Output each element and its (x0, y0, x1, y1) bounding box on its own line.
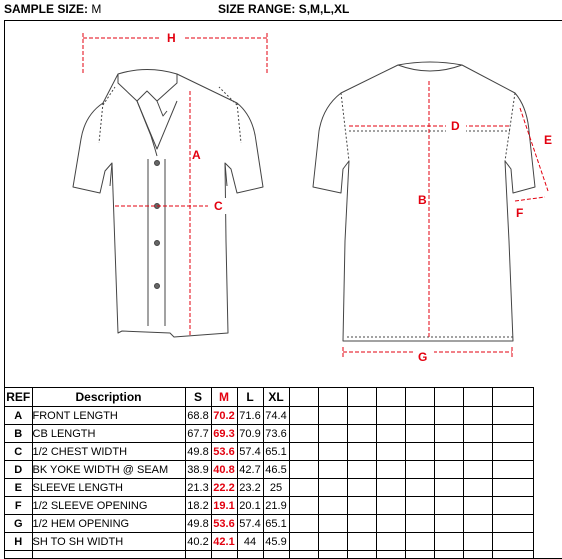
empty-cell (492, 461, 533, 479)
empty-cell (289, 515, 318, 533)
empty-cell (376, 479, 405, 497)
empty-cell (347, 461, 376, 479)
row-description: BK YOKE WIDTH @ SEAM (32, 461, 185, 479)
empty-cell (318, 461, 347, 479)
dim-line-f (515, 197, 545, 201)
empty-cell (289, 443, 318, 461)
empty-cell (347, 388, 376, 407)
empty-cell (434, 497, 463, 515)
size-s-value: 21.3 (185, 479, 211, 497)
empty-cell (347, 515, 376, 533)
empty-cell (318, 407, 347, 425)
size-m-value: 22.2 (211, 479, 237, 497)
row-description: 1/2 CHEST WIDTH (32, 443, 185, 461)
empty-cell (289, 479, 318, 497)
empty-cell (405, 388, 434, 407)
empty-cell (434, 515, 463, 533)
table-row (5, 443, 533, 461)
table-row (5, 425, 533, 443)
table-row (5, 533, 533, 551)
empty-cell (318, 479, 347, 497)
table-row (5, 407, 533, 425)
empty-cell (492, 515, 533, 533)
dim-label-a: A (192, 148, 201, 162)
dim-label-d: D (451, 119, 460, 133)
empty-cell (376, 407, 405, 425)
size-s-value: 49.8 (185, 515, 211, 533)
size-m-value: 70.2 (211, 407, 237, 425)
empty-cell (318, 551, 347, 559)
row-description: FRONT LENGTH (32, 407, 185, 425)
empty-cell (463, 425, 492, 443)
size-xl-value: 46.5 (263, 461, 289, 479)
table-row (5, 479, 533, 497)
row-ref: D (5, 461, 32, 479)
empty-cell (405, 479, 434, 497)
row-description: 1/2 HEM OPENING (32, 515, 185, 533)
empty-cell (318, 497, 347, 515)
empty-cell (463, 479, 492, 497)
empty-cell (434, 443, 463, 461)
size-xl-value: 45.9 (263, 533, 289, 551)
size-l-value: 57.4 (237, 443, 263, 461)
empty-cell (434, 533, 463, 551)
empty-cell (376, 515, 405, 533)
sample-size-value: M (91, 2, 102, 16)
empty-cell (434, 388, 463, 407)
row-ref (5, 551, 32, 559)
row-description (32, 551, 185, 559)
row-ref: B (5, 425, 32, 443)
empty-cell (376, 425, 405, 443)
size-m-value: 19.1 (211, 497, 237, 515)
empty-cell (289, 461, 318, 479)
empty-cell (376, 551, 405, 559)
empty-cell (434, 425, 463, 443)
empty-cell (405, 425, 434, 443)
front-button (155, 241, 160, 246)
size-xl-value: 65.1 (263, 515, 289, 533)
size-l-value: 23.2 (237, 479, 263, 497)
dim-label-e: E (544, 133, 553, 147)
empty-cell (405, 407, 434, 425)
row-ref: C (5, 443, 32, 461)
table-row (5, 497, 533, 515)
empty-cell (463, 388, 492, 407)
empty-cell (463, 497, 492, 515)
size-s-value: 49.8 (185, 443, 211, 461)
dim-label-b: B (418, 193, 427, 207)
size-range-value: S,M,L,XL (298, 2, 350, 16)
empty-cell (405, 551, 434, 559)
front-button (155, 161, 160, 166)
size-l-value: 42.7 (237, 461, 263, 479)
empty-cell (376, 443, 405, 461)
size-xl-value: 65.1 (263, 443, 289, 461)
size-m-value: 69.3 (211, 425, 237, 443)
garment-drawing (5, 21, 562, 387)
row-description: SH TO SH WIDTH (32, 533, 185, 551)
dim-label-c: C (214, 199, 223, 213)
table-row (5, 515, 533, 533)
size-range (218, 2, 349, 16)
size-s-value: 40.2 (185, 533, 211, 551)
empty-cell (318, 443, 347, 461)
empty-cell (347, 497, 376, 515)
col-header-xl: XL (263, 388, 289, 407)
dim-label-g: G (418, 350, 428, 364)
empty-cell (318, 425, 347, 443)
front-shirt (73, 70, 263, 338)
size-l-value: 71.6 (237, 407, 263, 425)
empty-cell (492, 551, 533, 559)
empty-cell (289, 497, 318, 515)
col-header-description: Description (32, 388, 185, 407)
size-l-value: 57.4 (237, 515, 263, 533)
row-ref: F (5, 497, 32, 515)
row-ref: H (5, 533, 32, 551)
row-ref: G (5, 515, 32, 533)
empty-cell (405, 443, 434, 461)
empty-cell (405, 497, 434, 515)
spec-sheet (4, 20, 562, 559)
size-m-value (211, 551, 237, 559)
size-m-value: 53.6 (211, 443, 237, 461)
empty-cell (492, 479, 533, 497)
empty-cell (376, 533, 405, 551)
size-s-value (185, 551, 211, 559)
size-l-value (237, 551, 263, 559)
empty-cell (347, 533, 376, 551)
row-description: 1/2 SLEEVE OPENING (32, 497, 185, 515)
empty-cell (405, 533, 434, 551)
empty-cell (463, 533, 492, 551)
empty-cell (318, 515, 347, 533)
empty-cell (434, 407, 463, 425)
empty-cell (463, 443, 492, 461)
col-header-l: L (237, 388, 263, 407)
empty-cell (463, 407, 492, 425)
dim-label-h: H (167, 31, 176, 45)
size-s-value: 18.2 (185, 497, 211, 515)
empty-cell (289, 551, 318, 559)
empty-cell (405, 515, 434, 533)
empty-cell (492, 443, 533, 461)
size-m-value: 40.8 (211, 461, 237, 479)
empty-cell (434, 479, 463, 497)
empty-cell (492, 407, 533, 425)
size-s-value: 68.8 (185, 407, 211, 425)
empty-cell (289, 407, 318, 425)
empty-cell (492, 533, 533, 551)
col-header-m: M (211, 388, 237, 407)
spec-table (5, 387, 534, 559)
row-description: CB LENGTH (32, 425, 185, 443)
empty-cell (434, 461, 463, 479)
sample-size-label: SAMPLE SIZE: (4, 2, 89, 16)
empty-cell (463, 461, 492, 479)
sample-size (4, 2, 101, 16)
size-range-label: SIZE RANGE: (218, 2, 296, 16)
size-m-value: 42.1 (211, 533, 237, 551)
size-xl-value: 25 (263, 479, 289, 497)
table-row (5, 461, 533, 479)
size-l-value: 44 (237, 533, 263, 551)
empty-cell (492, 425, 533, 443)
empty-cell (318, 388, 347, 407)
empty-cell (347, 425, 376, 443)
empty-cell (347, 479, 376, 497)
empty-cell (289, 425, 318, 443)
size-xl-value: 74.4 (263, 407, 289, 425)
size-l-value: 20.1 (237, 497, 263, 515)
empty-cell (376, 461, 405, 479)
empty-cell (347, 551, 376, 559)
size-s-value: 67.7 (185, 425, 211, 443)
table-header-row (5, 388, 533, 407)
front-button (155, 284, 160, 289)
empty-cell (492, 497, 533, 515)
row-ref: A (5, 407, 32, 425)
empty-cell (492, 388, 533, 407)
size-s-value: 38.9 (185, 461, 211, 479)
empty-cell (289, 388, 318, 407)
empty-cell (463, 551, 492, 559)
col-header-s: S (185, 388, 211, 407)
empty-cell (289, 533, 318, 551)
size-xl-value (263, 551, 289, 559)
row-description: SLEEVE LENGTH (32, 479, 185, 497)
empty-cell (376, 497, 405, 515)
empty-cell (434, 551, 463, 559)
size-xl-value: 21.9 (263, 497, 289, 515)
empty-cell (376, 388, 405, 407)
table-row (5, 551, 533, 559)
size-m-value: 53.6 (211, 515, 237, 533)
row-ref: E (5, 479, 32, 497)
empty-cell (347, 407, 376, 425)
size-xl-value: 73.6 (263, 425, 289, 443)
empty-cell (347, 443, 376, 461)
col-header-ref: REF (5, 388, 32, 407)
dim-label-f: F (516, 206, 524, 220)
size-l-value: 70.9 (237, 425, 263, 443)
empty-cell (318, 533, 347, 551)
empty-cell (405, 461, 434, 479)
empty-cell (463, 515, 492, 533)
